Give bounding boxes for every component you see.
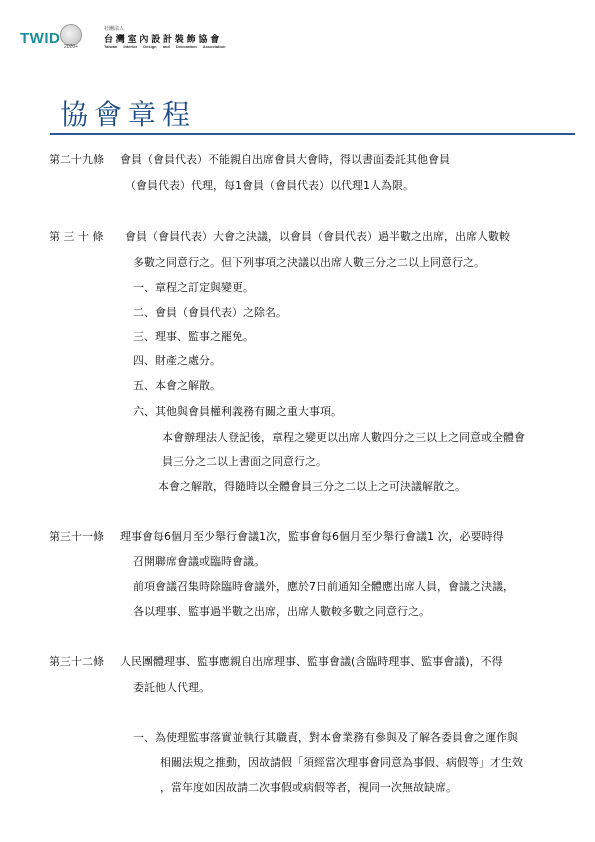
list-item: 五、本會之解散。 (133, 379, 221, 392)
list-item: 三、理事、監事之罷免。 (133, 330, 254, 343)
logo-year: 2020+ (64, 44, 79, 50)
article-text: 會員（會員代表）不能親自出席會員大會時，得以書面委託其他會員 (120, 153, 450, 166)
article-text: 多數之同意行之。但下列事項之決議以出席人數三分之二以上同意行之。 (133, 256, 485, 269)
article-text: 本會辦理法人登記後，章程之變更以出席人數四分之三以上之同意或全體會 (162, 431, 525, 444)
page-title: 協會章程 (60, 98, 197, 131)
article-text: 會員（會員代表）大會之決議，以會員（會員代表）過半數之出席，出席人數較 (125, 230, 510, 243)
article-text: 理事會每6個月至少舉行會議1次，監事會每6個月至少舉行會議1 次，必要時得 (120, 530, 504, 543)
list-item: 四、財產之處分。 (133, 354, 221, 367)
article-label: 第三十一條 (49, 530, 104, 543)
title-divider (50, 133, 575, 135)
list-item: 二、會員（會員代表）之除名。 (133, 306, 287, 319)
article-text: 各以理事、監事過半數之出席，出席人數較多數之同意行之。 (133, 605, 430, 618)
article-label: 第三十二條 (49, 655, 104, 668)
article-text: 召開聯席會議或臨時會議。 (133, 555, 265, 568)
article-text: 人民團體理事、監事應親自出席理事、監事會議(含臨時理事、監事會議)，不得 (120, 655, 503, 668)
article-text: （會員代表）代理，每1會員（會員代表）以代理1人為限。 (125, 179, 414, 192)
article-text: ，當年度如因故請二次事假或病假等者，視同一次無故缺席。 (160, 781, 457, 794)
article-text: 本會之解散，得隨時以全體會員三分之二以上之可決議解散之。 (158, 480, 466, 493)
list-item: 一、為使理監事落實並執行其職責，對本會業務有參與及了解各委員會之運作與 (133, 731, 518, 744)
article-text: 前項會議召集時除臨時會議外，應於7日前通知全體應出席人員，會議之決議， (133, 580, 514, 593)
article-text: 員三分之二以上書面之同意行之。 (162, 455, 327, 468)
list-item: 六、其他與會員權利義務有關之重大事項。 (133, 405, 342, 418)
org-prefix: 社團法人 (104, 26, 125, 32)
list-item: 一、章程之訂定與變更。 (133, 281, 254, 294)
article-text: 委託他人代理。 (133, 681, 210, 694)
article-label: 第二十九條 (49, 153, 104, 166)
logo-mark: TWID (20, 30, 61, 47)
article-text: 相關法規之推動，因故請假「須經當次理事會同意為事假、病假等」才生效 (160, 756, 523, 769)
org-name: 台灣室內設計裝飾協會 (104, 35, 223, 45)
logo-globe-icon (60, 24, 82, 46)
article-label: 第 三 十 條 (49, 230, 104, 243)
association-logo (20, 24, 226, 54)
org-name-en: Taiwan Interior Design and Decoration Association (104, 44, 226, 49)
